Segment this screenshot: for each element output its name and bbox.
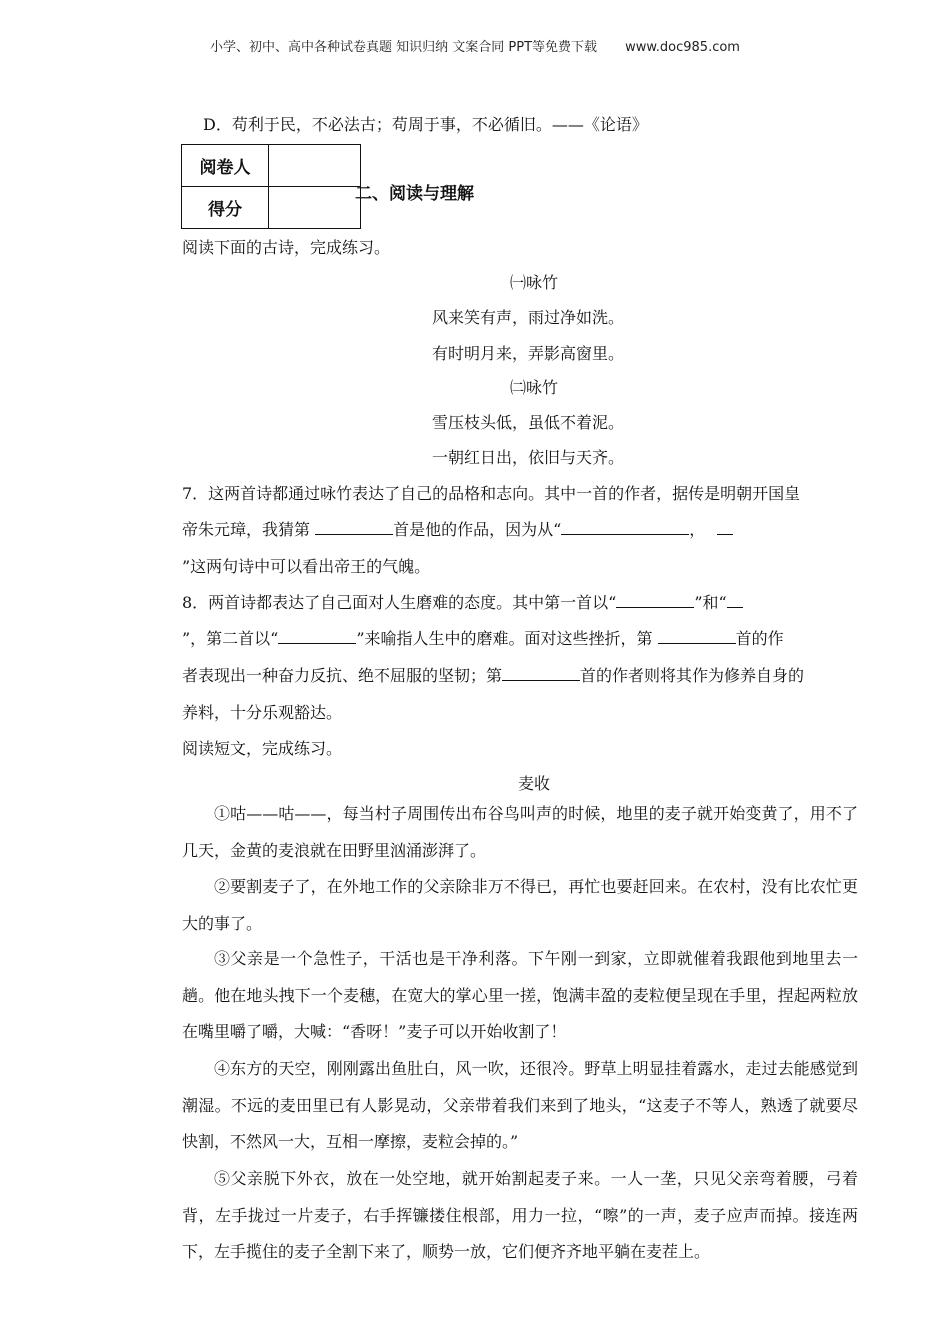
poem-1-line-2: 有时明月来，弄影高窗里。 bbox=[432, 344, 625, 363]
article-title: 麦收 bbox=[518, 774, 551, 793]
intro-article: 阅读短文，完成练习。 bbox=[182, 739, 343, 758]
paragraph-5: ⑤父亲脱下外衣，放在一处空地，就开始割起麦子来。一人一垄，只见父亲弯着腰，弓着背，左手拢过一片麦子，右手挥镰搂住根部，用力一拉，“嚓”的一声，麦子应声而掉。接连两下，左手揽住的麦子全割下来了，顺势一放，它们便齐齐地平躺在麦茬上。 bbox=[182, 1169, 858, 1261]
paragraph-1: ①咕——咕——，每当村子周围传出布谷鸟叫声的时候，地里的麦子就开始变黄了，用不了几天，金黄的麦浪就在田野里汹涌澎湃了。 bbox=[182, 804, 858, 860]
option-d: D．苟利于民，不必法古；苟周于事，不必循旧。——《论语》 bbox=[203, 115, 648, 134]
q8-blank-2[interactable] bbox=[727, 590, 743, 608]
q8-blank-4[interactable] bbox=[658, 626, 736, 644]
q8-text-b: ”和“ bbox=[694, 593, 727, 612]
q7-line-1: 7．这两首诗都通过咏竹表达了自己的品格和志向。其中一首的作者，据传是明朝开国皇 bbox=[182, 484, 801, 503]
q8-blank-1[interactable] bbox=[616, 590, 694, 608]
paragraph-4: ④东方的天空，刚刚露出鱼肚白，风一吹，还很冷。野草上明显挂着露水，走过去能感觉到潮湿。不远的麦田里已有人影晃动，父亲带着我们来到了地头，“这麦子不等人，熟透了就要尽快割，不然风一大，互相一摩擦，麦粒会掉的。” bbox=[182, 1059, 858, 1151]
q8-text-d: ”来喻指人生中的磨难。面对这些挫折，第 bbox=[356, 629, 658, 648]
poem-2-line-1: 雪压枝头低，虽低不着泥。 bbox=[432, 413, 625, 432]
reviewer-label: 阅卷人 bbox=[182, 145, 269, 187]
q8-line-3 bbox=[182, 663, 804, 686]
score-label: 得分 bbox=[182, 187, 269, 229]
poem-1-title: ㈠咏竹 bbox=[510, 273, 559, 292]
reviewer-cell[interactable] bbox=[269, 145, 361, 187]
score-table bbox=[181, 144, 361, 229]
poem-2-line-2: 一朝红日出，依旧与天齐。 bbox=[432, 448, 625, 467]
section-title: 二、阅读与理解 bbox=[355, 184, 474, 204]
q8-blank-3[interactable] bbox=[278, 626, 356, 644]
q7-blank-line-2[interactable] bbox=[717, 517, 733, 535]
q8-line-4: 养料，十分乐观豁达。 bbox=[182, 703, 343, 722]
q8-text-a: 8．两首诗都表达了自己面对人生磨难的态度。其中第一首以“ bbox=[182, 593, 617, 612]
q7-line-3: ”这两句诗中可以看出帝王的气魄。 bbox=[182, 557, 431, 576]
q7-text-c: ， bbox=[689, 520, 706, 539]
q8-text-e: 首的作 bbox=[735, 629, 784, 648]
intro-poems: 阅读下面的古诗，完成练习。 bbox=[182, 238, 391, 257]
paragraph-3: ③父亲是一个急性子，干活也是干净利落。下午刚一到家，立即就催着我跟他到地里去一趟。他在地头拽下一个麦穗，在宽大的掌心里一搓，饱满丰盈的麦粒便呈现在手里，捏起两粒放在嘴里嚼了嚼，大喊：“香呀！”麦子可以开始收割了！ bbox=[182, 949, 858, 1041]
paragraph-2: ②要割麦子了，在外地工作的父亲除非万不得已，再忙也要赶回来。在农村，没有比农忙更大的事了。 bbox=[182, 877, 858, 933]
q8-text-f: 者表现出一种奋力反抗、绝不屈服的坚韧；第 bbox=[182, 666, 503, 685]
header-text: 小学、初中、高中各种试卷真题 知识归纳 文案合同 PPT等免费下载 bbox=[210, 40, 598, 55]
q7-line-2 bbox=[182, 517, 733, 540]
q8-blank-5[interactable] bbox=[502, 663, 580, 681]
header-site-link[interactable]: www.doc985.com bbox=[625, 40, 740, 55]
q8-line-2 bbox=[182, 626, 784, 649]
page-header bbox=[0, 36, 950, 55]
q7-blank-line-1[interactable] bbox=[561, 517, 689, 535]
poem-1-line-1: 风来笑有声，雨过净如洗。 bbox=[432, 308, 625, 327]
score-cell[interactable] bbox=[269, 187, 361, 229]
q7-text-a: 帝朱元璋，我猜第 bbox=[182, 520, 316, 539]
q7-blank-number[interactable] bbox=[315, 517, 393, 535]
q8-text-g: 首的作者则将其作为修养自身的 bbox=[580, 666, 805, 685]
q7-text-b: 首是他的作品，因为从“ bbox=[393, 520, 562, 539]
q8-text-c: ”，第二首以“ bbox=[182, 629, 279, 648]
poem-2-title: ㈡咏竹 bbox=[510, 378, 559, 397]
q8-line-1 bbox=[182, 590, 743, 613]
